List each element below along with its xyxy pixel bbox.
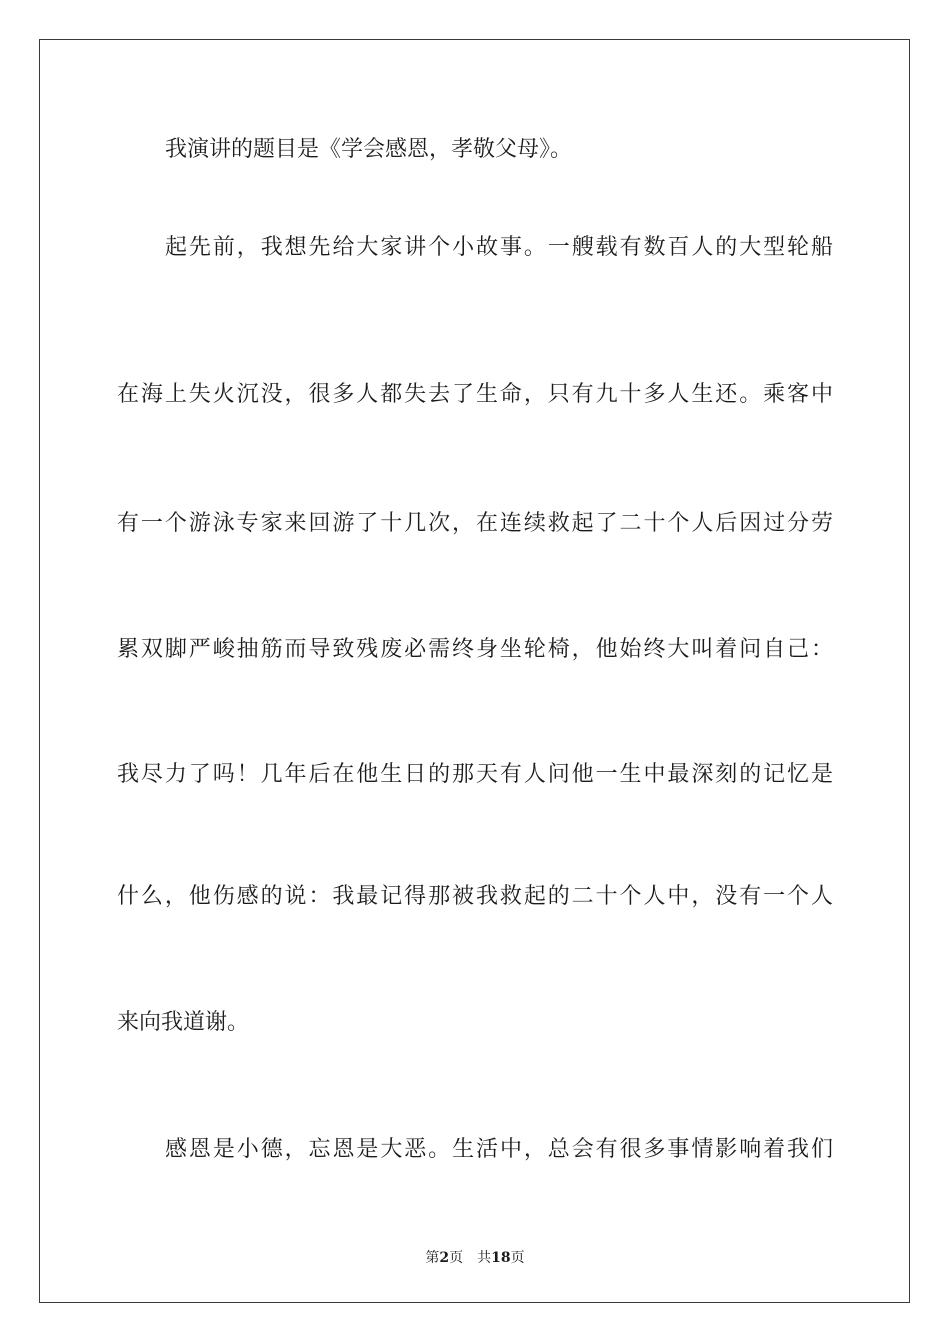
total-prefix: 共 xyxy=(477,1250,492,1266)
text-line: 有一个游泳专家来回游了十几次，在连续救起了二十个人后因过分劳 xyxy=(117,511,833,536)
total-pages: 18 xyxy=(491,1250,511,1266)
page-footer xyxy=(0,1248,950,1268)
page-suffix: 页 xyxy=(449,1250,464,1266)
text-line: 什么，他伤感的说：我最记得那被我救起的二十个人中，没有一个人 xyxy=(117,884,833,909)
text-line: 感恩是小德，忘恩是大恶。生活中，总会有很多事情影响着我们 xyxy=(165,1137,833,1162)
page-number: 2 xyxy=(439,1250,450,1266)
text-line: 起先前，我想先给大家讲个小故事。一艘载有数百人的大型轮船 xyxy=(165,235,833,260)
text-line: 累双脚严峻抽筋而导致残废必需终身坐轮椅，他始终大叫着问自己： xyxy=(117,637,833,662)
text-line: 我演讲的题目是《学会感恩，孝敬父母》。 xyxy=(165,137,573,162)
text-line: 来向我道谢。 xyxy=(117,1010,250,1035)
page-prefix: 第 xyxy=(425,1250,440,1266)
total-suffix: 页 xyxy=(510,1250,525,1266)
text-line: 在海上失火沉没，很多人都失去了生命，只有九十多人生还。乘客中 xyxy=(117,382,833,407)
text-line: 我尽力了吗！几年后在他生日的那天有人问他一生中最深刻的记忆是 xyxy=(117,762,833,787)
